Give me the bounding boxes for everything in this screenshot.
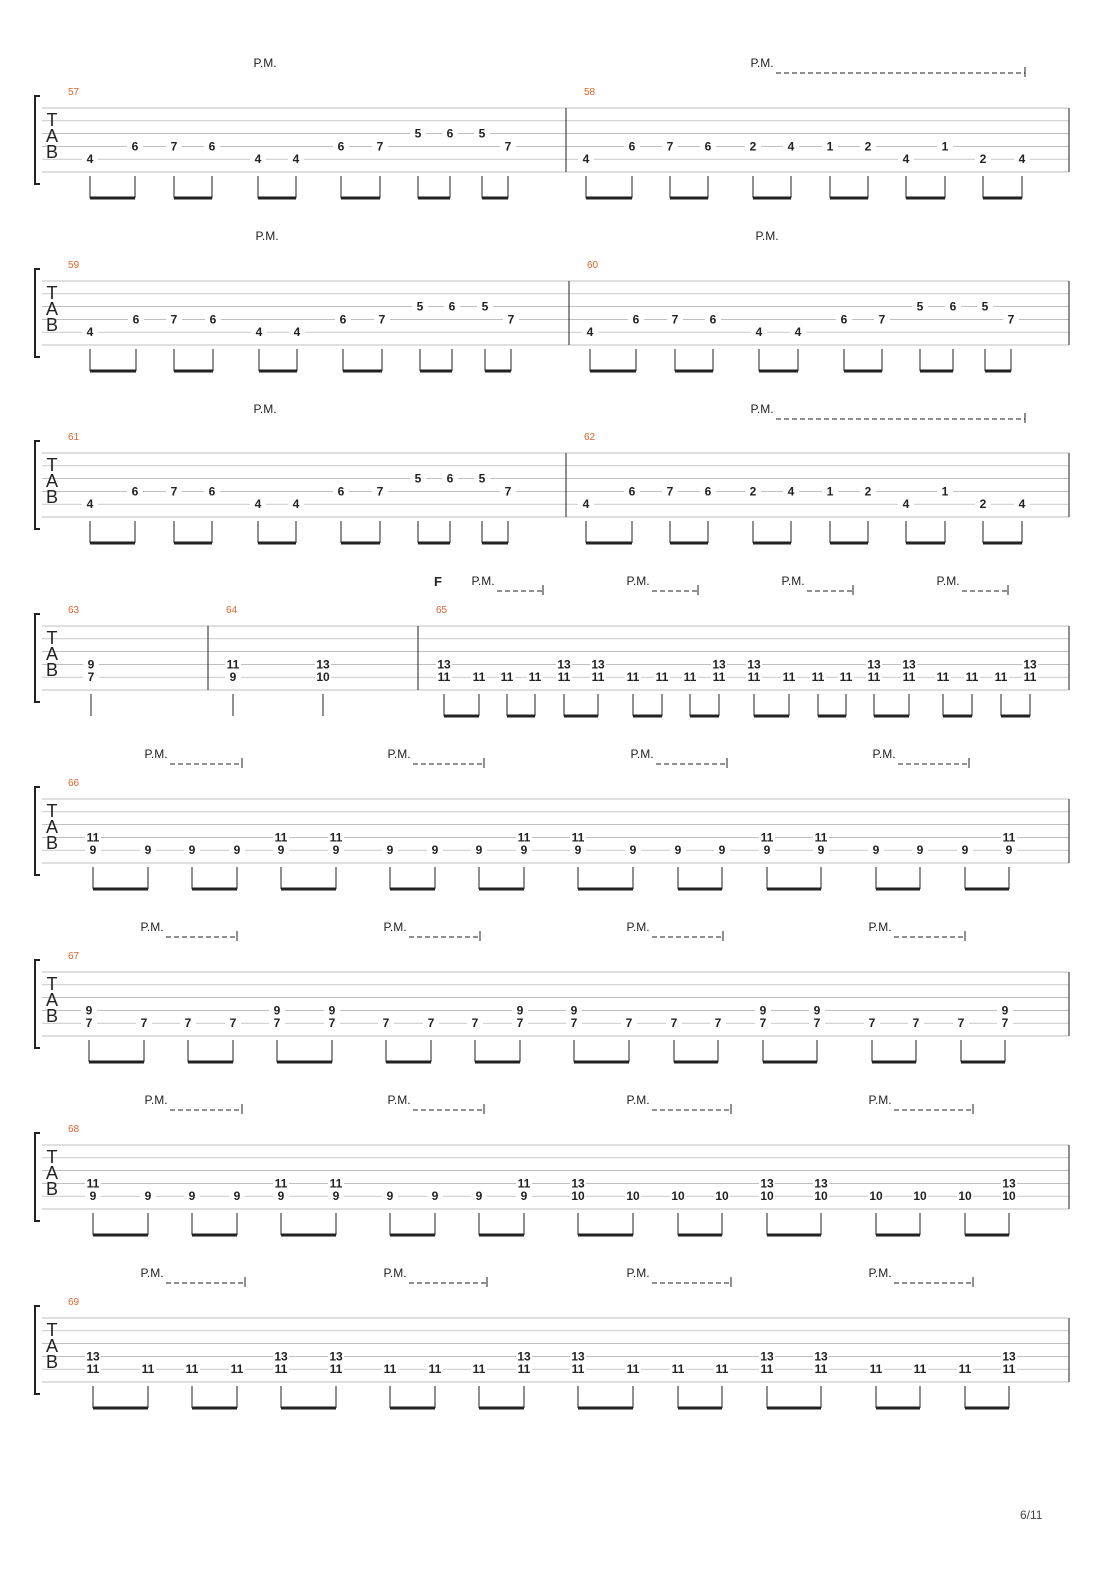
- fret-number: 4: [755, 325, 763, 340]
- fret-number: 6: [632, 312, 640, 327]
- tab-clef-letter: T: [46, 628, 58, 648]
- fret-number: 10: [1002, 1189, 1016, 1204]
- page-number: 6/11: [1020, 1508, 1043, 1522]
- fret-number: 9: [277, 1189, 285, 1204]
- system-bracket: [35, 1133, 40, 1221]
- fret-number: 6: [208, 484, 216, 499]
- fret-number: 1: [941, 139, 949, 154]
- measure-number: 68: [68, 1124, 80, 1135]
- tab-clef-letter: A: [45, 990, 59, 1010]
- fret-number: 7: [376, 484, 384, 499]
- fret-number: 9: [431, 1189, 439, 1204]
- fret-number: 13: [1023, 657, 1037, 672]
- fret-number: 11: [472, 1362, 486, 1377]
- fret-number: 11: [994, 670, 1008, 685]
- fret-number: 9: [520, 1189, 528, 1204]
- fret-number: 9: [674, 843, 682, 858]
- tab-clef-letter: A: [45, 471, 59, 491]
- tab-system: [35, 1266, 1069, 1408]
- palm-mute-label: P.M.: [630, 747, 654, 761]
- fret-number: 11: [571, 830, 585, 845]
- fret-number: 11: [329, 1362, 343, 1377]
- fret-number: 11: [1023, 670, 1037, 685]
- fret-number: 9: [1005, 843, 1013, 858]
- fret-number: 6: [339, 312, 347, 327]
- fret-number: 9: [144, 843, 152, 858]
- fret-number: 5: [416, 299, 424, 314]
- fret-number: 7: [670, 1016, 678, 1031]
- fret-number: 9: [759, 1003, 767, 1018]
- measure-number: 67: [68, 951, 80, 962]
- system-bracket: [35, 960, 40, 1048]
- fret-number: 11: [760, 1362, 774, 1377]
- fret-number: 5: [481, 299, 489, 314]
- fret-number: 13: [760, 1176, 774, 1191]
- palm-mute-label: P.M.: [626, 1266, 650, 1280]
- fret-number: 6: [840, 312, 848, 327]
- fret-number: 10: [814, 1189, 828, 1204]
- tab-clef-letter: T: [46, 1320, 58, 1340]
- palm-mute-label: P.M.: [781, 574, 805, 588]
- fret-number: 7: [912, 1016, 920, 1031]
- fret-number: 2: [749, 484, 757, 499]
- tab-clef-letter: T: [46, 801, 58, 821]
- fret-number: 9: [277, 843, 285, 858]
- system-bracket: [35, 269, 40, 357]
- fret-number: 11: [329, 1176, 343, 1191]
- fret-number: 7: [427, 1016, 435, 1031]
- fret-number: 10: [869, 1189, 883, 1204]
- fret-number: 11: [86, 1176, 100, 1191]
- fret-number: 13: [902, 657, 916, 672]
- fret-number: 9: [332, 843, 340, 858]
- fret-number: 11: [712, 670, 726, 685]
- fret-number: 4: [1018, 152, 1026, 167]
- tab-system: [35, 1093, 1069, 1235]
- fret-number: 4: [787, 484, 795, 499]
- fret-number: 9: [763, 843, 771, 858]
- palm-mute-label: P.M.: [255, 229, 279, 243]
- fret-number: 7: [507, 312, 515, 327]
- palm-mute-label: P.M.: [872, 747, 896, 761]
- fret-number: 6: [704, 484, 712, 499]
- measure-number: 69: [68, 1297, 80, 1308]
- fret-number: 11: [230, 1362, 244, 1377]
- palm-mute-label: P.M.: [626, 1093, 650, 1107]
- fret-number: 2: [749, 139, 757, 154]
- fret-number: 11: [811, 670, 825, 685]
- palm-mute-label: P.M.: [626, 574, 650, 588]
- fret-number: 4: [586, 325, 594, 340]
- fret-number: 4: [902, 497, 910, 512]
- fret-number: 11: [185, 1362, 199, 1377]
- fret-number: 11: [626, 1362, 640, 1377]
- tab-clef-letter: A: [45, 1336, 59, 1356]
- fret-number: 7: [666, 484, 674, 499]
- fret-number: 5: [981, 299, 989, 314]
- fret-number: 7: [378, 312, 386, 327]
- fret-number: 9: [273, 1003, 281, 1018]
- system-bracket: [35, 96, 40, 184]
- fret-number: 11: [437, 670, 451, 685]
- measure-number: 64: [226, 605, 238, 616]
- fret-number: 4: [292, 152, 300, 167]
- fret-number: 11: [428, 1362, 442, 1377]
- fret-number: 4: [582, 152, 590, 167]
- palm-mute-label: P.M.: [626, 920, 650, 934]
- fret-number: 7: [170, 139, 178, 154]
- fret-number: 5: [414, 471, 422, 486]
- fret-number: 9: [813, 1003, 821, 1018]
- fret-number: 6: [131, 484, 139, 499]
- fret-number: 9: [431, 843, 439, 858]
- fret-number: 7: [666, 139, 674, 154]
- fret-number: 9: [229, 670, 237, 685]
- fret-number: 10: [571, 1189, 585, 1204]
- fret-number: 4: [254, 497, 262, 512]
- fret-number: 9: [961, 843, 969, 858]
- tab-clef-letter: T: [46, 974, 58, 994]
- fret-number: 7: [878, 312, 886, 327]
- tab-clef-letter: A: [45, 1163, 59, 1183]
- fret-number: 11: [517, 1362, 531, 1377]
- tab-clef-letter: T: [46, 455, 58, 475]
- fret-number: 6: [131, 139, 139, 154]
- palm-mute-label: P.M.: [144, 1093, 168, 1107]
- palm-mute-label: P.M.: [387, 1093, 411, 1107]
- tab-clef-letter: B: [45, 487, 59, 507]
- fret-number: 11: [274, 830, 288, 845]
- palm-mute-label: P.M.: [868, 1266, 892, 1280]
- fret-number: 10: [958, 1189, 972, 1204]
- fret-number: 5: [478, 471, 486, 486]
- fret-number: 7: [1001, 1016, 1009, 1031]
- fret-number: 11: [839, 670, 853, 685]
- fret-number: 4: [292, 497, 300, 512]
- fret-number: 4: [582, 497, 590, 512]
- fret-number: 11: [958, 1362, 972, 1377]
- fret-number: 13: [867, 657, 881, 672]
- system-bracket: [35, 441, 40, 529]
- fret-number: 4: [787, 139, 795, 154]
- palm-mute-label: P.M.: [750, 56, 774, 70]
- fret-number: 13: [814, 1176, 828, 1191]
- fret-number: 6: [132, 312, 140, 327]
- fret-number: 9: [872, 843, 880, 858]
- fret-number: 7: [516, 1016, 524, 1031]
- fret-number: 7: [85, 1016, 93, 1031]
- fret-number: 7: [813, 1016, 821, 1031]
- fret-number: 7: [382, 1016, 390, 1031]
- fret-number: 11: [747, 670, 761, 685]
- tab-clef-letter: T: [46, 283, 58, 303]
- fret-number: 4: [255, 325, 263, 340]
- measure-number: 63: [68, 605, 80, 616]
- fret-number: 9: [188, 843, 196, 858]
- fret-number: 11: [814, 830, 828, 845]
- fret-number: 1: [826, 484, 834, 499]
- fret-number: 5: [916, 299, 924, 314]
- fret-number: 7: [1007, 312, 1015, 327]
- fret-number: 2: [864, 139, 872, 154]
- fret-number: 4: [86, 497, 94, 512]
- fret-number: 13: [712, 657, 726, 672]
- fret-number: 13: [571, 1176, 585, 1191]
- fret-number: 13: [571, 1349, 585, 1364]
- palm-mute-label: P.M.: [253, 402, 277, 416]
- fret-number: 2: [979, 497, 987, 512]
- palm-mute-label: P.M.: [140, 1266, 164, 1280]
- fret-number: 7: [671, 312, 679, 327]
- fret-number: 11: [274, 1362, 288, 1377]
- fret-number: 7: [376, 139, 384, 154]
- fret-number: 10: [316, 670, 330, 685]
- fret-number: 11: [329, 830, 343, 845]
- fret-number: 6: [628, 484, 636, 499]
- fret-number: 6: [709, 312, 717, 327]
- fret-number: 7: [273, 1016, 281, 1031]
- fret-number: 7: [714, 1016, 722, 1031]
- fret-number: 6: [337, 139, 345, 154]
- tab-clef-letter: B: [45, 1179, 59, 1199]
- fret-number: 9: [233, 843, 241, 858]
- fret-number: 11: [226, 657, 240, 672]
- tab-clef-letter: B: [45, 660, 59, 680]
- fret-number: 11: [913, 1362, 927, 1377]
- fret-number: 4: [794, 325, 802, 340]
- palm-mute-label: P.M.: [868, 920, 892, 934]
- fret-number: 13: [329, 1349, 343, 1364]
- measure-number: 66: [68, 778, 80, 789]
- palm-mute-label: P.M.: [253, 56, 277, 70]
- fret-number: 11: [141, 1362, 155, 1377]
- fret-number: 7: [471, 1016, 479, 1031]
- fret-number: 9: [386, 843, 394, 858]
- fret-number: 7: [184, 1016, 192, 1031]
- fret-number: 9: [570, 1003, 578, 1018]
- fret-number: 1: [941, 484, 949, 499]
- fret-number: 13: [1002, 1349, 1016, 1364]
- measure-number: 60: [587, 260, 599, 271]
- measure-number: 61: [68, 432, 80, 443]
- fret-number: 9: [475, 843, 483, 858]
- palm-mute-label: P.M.: [383, 1266, 407, 1280]
- fret-number: 13: [86, 1349, 100, 1364]
- fret-number: 7: [87, 670, 95, 685]
- palm-mute-label: P.M.: [471, 574, 495, 588]
- tab-clef-letter: B: [45, 142, 59, 162]
- tab-system: [35, 402, 1069, 543]
- fret-number: 11: [782, 670, 796, 685]
- fret-number: 11: [517, 1176, 531, 1191]
- fret-number: 6: [949, 299, 957, 314]
- fret-number: 11: [86, 830, 100, 845]
- fret-number: 11: [760, 830, 774, 845]
- fret-number: 9: [574, 843, 582, 858]
- fret-number: 7: [759, 1016, 767, 1031]
- fret-number: 7: [625, 1016, 633, 1031]
- fret-number: 13: [517, 1349, 531, 1364]
- fret-number: 11: [626, 670, 640, 685]
- fret-number: 5: [414, 126, 422, 141]
- tab-clef-letter: B: [45, 833, 59, 853]
- fret-number: 9: [516, 1003, 524, 1018]
- fret-number: 9: [332, 1189, 340, 1204]
- fret-number: 9: [1001, 1003, 1009, 1018]
- system-bracket: [35, 1306, 40, 1394]
- fret-number: 7: [328, 1016, 336, 1031]
- fret-number: 11: [557, 670, 571, 685]
- fret-number: 4: [293, 325, 301, 340]
- fret-number: 4: [86, 325, 94, 340]
- tab-clef-letter: A: [45, 817, 59, 837]
- palm-mute-label: P.M.: [144, 747, 168, 761]
- fret-number: 11: [274, 1176, 288, 1191]
- fret-number: 9: [89, 1189, 97, 1204]
- fret-number: 9: [87, 657, 95, 672]
- fret-number: 6: [446, 471, 454, 486]
- palm-mute-label: P.M.: [387, 747, 411, 761]
- tab-clef-letter: A: [45, 126, 59, 146]
- fret-number: 13: [437, 657, 451, 672]
- fret-number: 11: [671, 1362, 685, 1377]
- fret-number: 4: [86, 152, 94, 167]
- fret-number: 11: [869, 1362, 883, 1377]
- fret-number: 11: [814, 1362, 828, 1377]
- tab-system: [35, 229, 1069, 371]
- fret-number: 9: [89, 843, 97, 858]
- fret-number: 7: [170, 312, 178, 327]
- fret-number: 5: [478, 126, 486, 141]
- measure-number: 62: [584, 432, 596, 443]
- fret-number: 4: [1018, 497, 1026, 512]
- palm-mute-label: P.M.: [936, 574, 960, 588]
- system-bracket: [35, 787, 40, 875]
- fret-number: 6: [448, 299, 456, 314]
- fret-number: 11: [1002, 830, 1016, 845]
- fret-number: 9: [718, 843, 726, 858]
- measure-number: 65: [436, 605, 448, 616]
- fret-number: 10: [715, 1189, 729, 1204]
- palm-mute-label: P.M.: [755, 229, 779, 243]
- fret-number: 1: [826, 139, 834, 154]
- fret-number: 6: [446, 126, 454, 141]
- fret-number: 7: [140, 1016, 148, 1031]
- fret-number: 2: [979, 152, 987, 167]
- fret-number: 13: [557, 657, 571, 672]
- fret-number: 4: [254, 152, 262, 167]
- section-marker: F: [434, 574, 442, 589]
- tab-clef-letter: B: [45, 1006, 59, 1026]
- fret-number: 13: [316, 657, 330, 672]
- fret-number: 2: [864, 484, 872, 499]
- fret-number: 13: [274, 1349, 288, 1364]
- measure-number: 58: [584, 87, 596, 98]
- fret-number: 9: [233, 1189, 241, 1204]
- fret-number: 11: [867, 670, 881, 685]
- fret-number: 11: [591, 670, 605, 685]
- tab-clef-letter: A: [45, 644, 59, 664]
- fret-number: 13: [1002, 1176, 1016, 1191]
- palm-mute-label: P.M.: [750, 402, 774, 416]
- tab-system: [35, 574, 1069, 716]
- fret-number: 6: [208, 139, 216, 154]
- fret-number: 13: [591, 657, 605, 672]
- fret-number: 9: [520, 843, 528, 858]
- tab-clef-letter: T: [46, 110, 58, 130]
- fret-number: 11: [715, 1362, 729, 1377]
- fret-number: 6: [209, 312, 217, 327]
- fret-number: 9: [629, 843, 637, 858]
- fret-number: 6: [628, 139, 636, 154]
- fret-number: 4: [902, 152, 910, 167]
- fret-number: 7: [229, 1016, 237, 1031]
- fret-number: 7: [957, 1016, 965, 1031]
- fret-number: 7: [868, 1016, 876, 1031]
- fret-number: 11: [500, 670, 514, 685]
- measure-number: 59: [68, 260, 80, 271]
- fret-number: 9: [328, 1003, 336, 1018]
- tab-clef-letter: B: [45, 315, 59, 335]
- fret-number: 11: [383, 1362, 397, 1377]
- fret-number: 7: [170, 484, 178, 499]
- fret-number: 13: [814, 1349, 828, 1364]
- fret-number: 11: [683, 670, 697, 685]
- tab-system: [35, 747, 1069, 889]
- fret-number: 11: [517, 830, 531, 845]
- fret-number: 9: [916, 843, 924, 858]
- fret-number: 11: [902, 670, 916, 685]
- fret-number: 11: [965, 670, 979, 685]
- fret-number: 13: [747, 657, 761, 672]
- fret-number: 6: [337, 484, 345, 499]
- fret-number: 6: [704, 139, 712, 154]
- fret-number: 9: [85, 1003, 93, 1018]
- fret-number: 7: [504, 139, 512, 154]
- fret-number: 11: [655, 670, 669, 685]
- fret-number: 9: [144, 1189, 152, 1204]
- fret-number: 10: [913, 1189, 927, 1204]
- fret-number: 9: [386, 1189, 394, 1204]
- fret-number: 11: [936, 670, 950, 685]
- tab-clef-letter: T: [46, 1147, 58, 1167]
- fret-number: 7: [570, 1016, 578, 1031]
- fret-number: 11: [571, 1362, 585, 1377]
- tab-clef-letter: B: [45, 1352, 59, 1372]
- fret-number: 9: [188, 1189, 196, 1204]
- fret-number: 9: [475, 1189, 483, 1204]
- tab-clef-letter: A: [45, 299, 59, 319]
- fret-number: 11: [1002, 1362, 1016, 1377]
- system-bracket: [35, 614, 40, 702]
- fret-number: 13: [760, 1349, 774, 1364]
- fret-number: 11: [472, 670, 486, 685]
- palm-mute-label: P.M.: [383, 920, 407, 934]
- tab-system: [35, 56, 1069, 198]
- fret-number: 10: [626, 1189, 640, 1204]
- palm-mute-label: P.M.: [868, 1093, 892, 1107]
- palm-mute-label: P.M.: [140, 920, 164, 934]
- fret-number: 11: [528, 670, 542, 685]
- measure-number: 57: [68, 87, 80, 98]
- fret-number: 10: [671, 1189, 685, 1204]
- fret-number: 10: [760, 1189, 774, 1204]
- fret-number: 11: [86, 1362, 100, 1377]
- tab-system: [35, 920, 1069, 1062]
- fret-number: 9: [817, 843, 825, 858]
- fret-number: 7: [504, 484, 512, 499]
